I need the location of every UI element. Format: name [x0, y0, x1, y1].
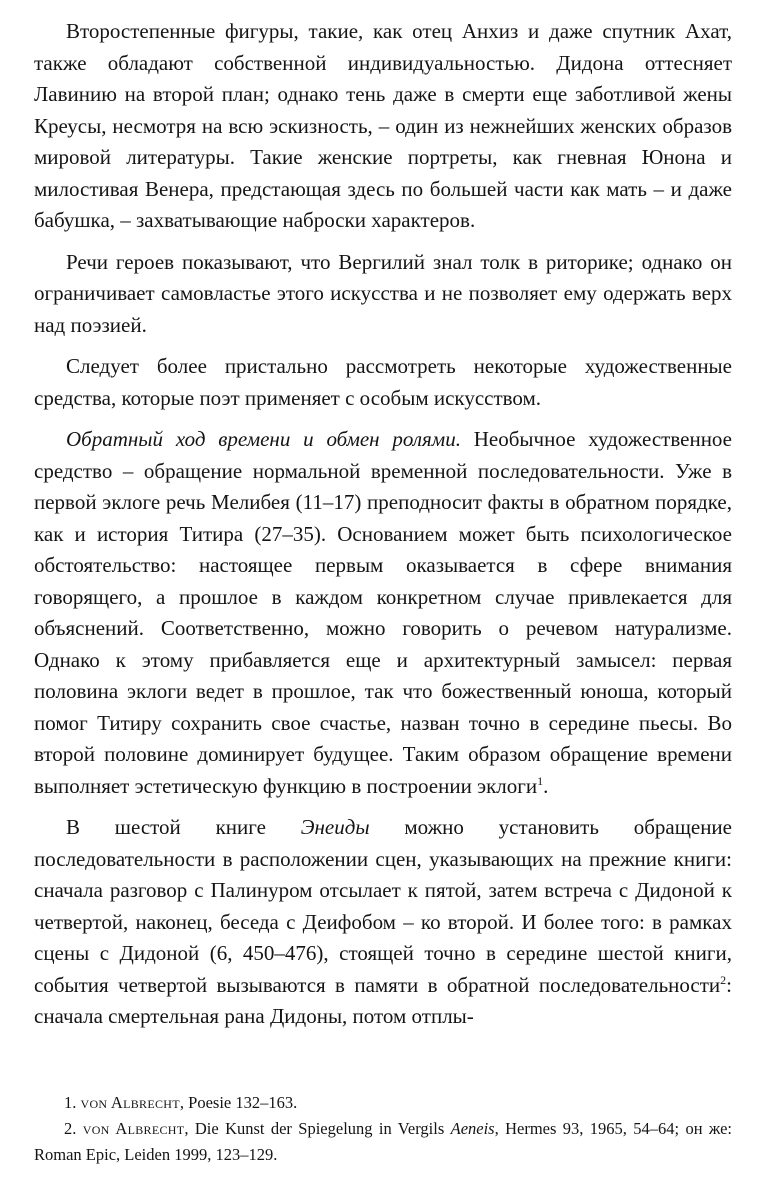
footnote-number: 2.: [64, 1119, 77, 1138]
paragraph-text: Необычное художественное средство – обращение нормальной временной последовательности. Уже в первой эклоге речь Мелибея (11–17) преподносит факты в обратном порядке, как и история Титира (27–35). Основанием может быть психологическое обстоятельство: настоящее первым оказывается в сфере внимания говорящего, а прошлое в каждом конкретном случае привлекается для объяснений. Соответственно, можно говорить о речевом натурализме. Однако к этому прибавляется еще и архитектурный замысел: первая половина эклоги ведет в прошлое, так что божественный юноша, который помог Титиру сохранить свое счастье, назван точно в середине пьесы. Во второй половине доминирует будущее. Таким образом обращение времени выполняет эстетическую функцию в построении эклоги: [34, 427, 733, 798]
paragraph-time-reversal: Обратный ход времени и обмен ролями. Необычное художественное средство – обращение нормальной временной последовательности. Уже в первой эклоге речь Мелибея (11–17) преподносит факты в обратном порядке, как и история Титира (27–35). Основанием может быть психологическое обстоятельство: настоящее первым оказывается в сфере внимания говорящего, а прошлое в каждом конкретном случае привлекается для объяснений. Соответственно, можно говорить о речевом натурализме. Однако к этому прибавляется еще и архитектурный замысел: первая половина эклоги ведет в прошлое, так что божественный юноша, который помог Титиру сохранить свое счастье, назван точно в середине пьесы. Во второй половине доминирует будущее. Таким образом обращение времени выполняет эстетическую функцию в построении эклоги$^1$.: [34, 427, 733, 798]
paragraph-artistic-means: Следует более пристально рассмотреть некоторые художественные средства, которые поэт применяет с особым искусством.: [34, 354, 732, 410]
footnote-ref-2[interactable]: 2: [720, 972, 727, 987]
book-title: Энеиды: [300, 815, 370, 839]
footnote-2: [34, 1116, 732, 1168]
paragraph-text: : сначала смертельная рана Дидоны, потом отплы-: [34, 972, 732, 1028]
journal-title: Aeneis: [450, 1119, 495, 1138]
footnote-text: , Die Kunst der Spiegelung in Vergils: [184, 1119, 451, 1138]
footnote-ref-1[interactable]: 1: [537, 773, 544, 788]
footnote-number: 1.: [64, 1093, 77, 1112]
section-heading: Обратный ход времени и обмен ролями.: [66, 427, 461, 451]
footnote-author: von Albrecht: [82, 1119, 185, 1138]
main-text: [34, 16, 732, 1033]
paragraph-text: В шестой книге: [66, 815, 301, 839]
paragraph-sixth-book: [34, 812, 732, 1033]
paragraph-speeches: Речи героев показывают, что Вергилий знал толк в риторике; однако он ограничивает самовластье этого искусства и не позволяет ему одержать верх над поэзией.: [34, 249, 732, 337]
footnote-1: [34, 1090, 732, 1116]
paragraph-text: можно установить обращение последовательности в расположении сцен, указывающих на прежние книги: сначала разговор с Палинуром отсылает к пятой, затем встреча с Дидоной к четвертой, наконец, беседа с Деифобом – ко второй. И более того: в рамках сцены с Дидоной (6, 450–476), стоящей точно в середине шестой книги, события четвертой вызываются в памяти в обратной последовательности: [34, 815, 732, 997]
paragraph-minor-figures: Второстепенные фигуры, такие, как отец Анхиз и даже спутник Ахат, также обладают собственной индивидуальностью. Дидона оттесняет Лавинию на второй план; однако тень даже в смерти еще заботливой жены Креусы, несмотря на всю эскизность, – один из нежнейших женских образов мировой литературы. Такие женские портреты, как гневная Юнона и милостивая Венера, предстающая здесь по большей части как мать – и даже бабушка, – захватывающие наброски характеров.: [34, 19, 732, 232]
footnote-author: von Albrecht: [80, 1093, 180, 1112]
footnotes: [34, 1090, 732, 1168]
footnote-text: , Poesie 132–163.: [179, 1093, 298, 1112]
footnote-text: , Hermes 93, 1965, 54–64; он же: Roman Epic, Leiden 1999, 123–129.: [34, 1119, 732, 1164]
